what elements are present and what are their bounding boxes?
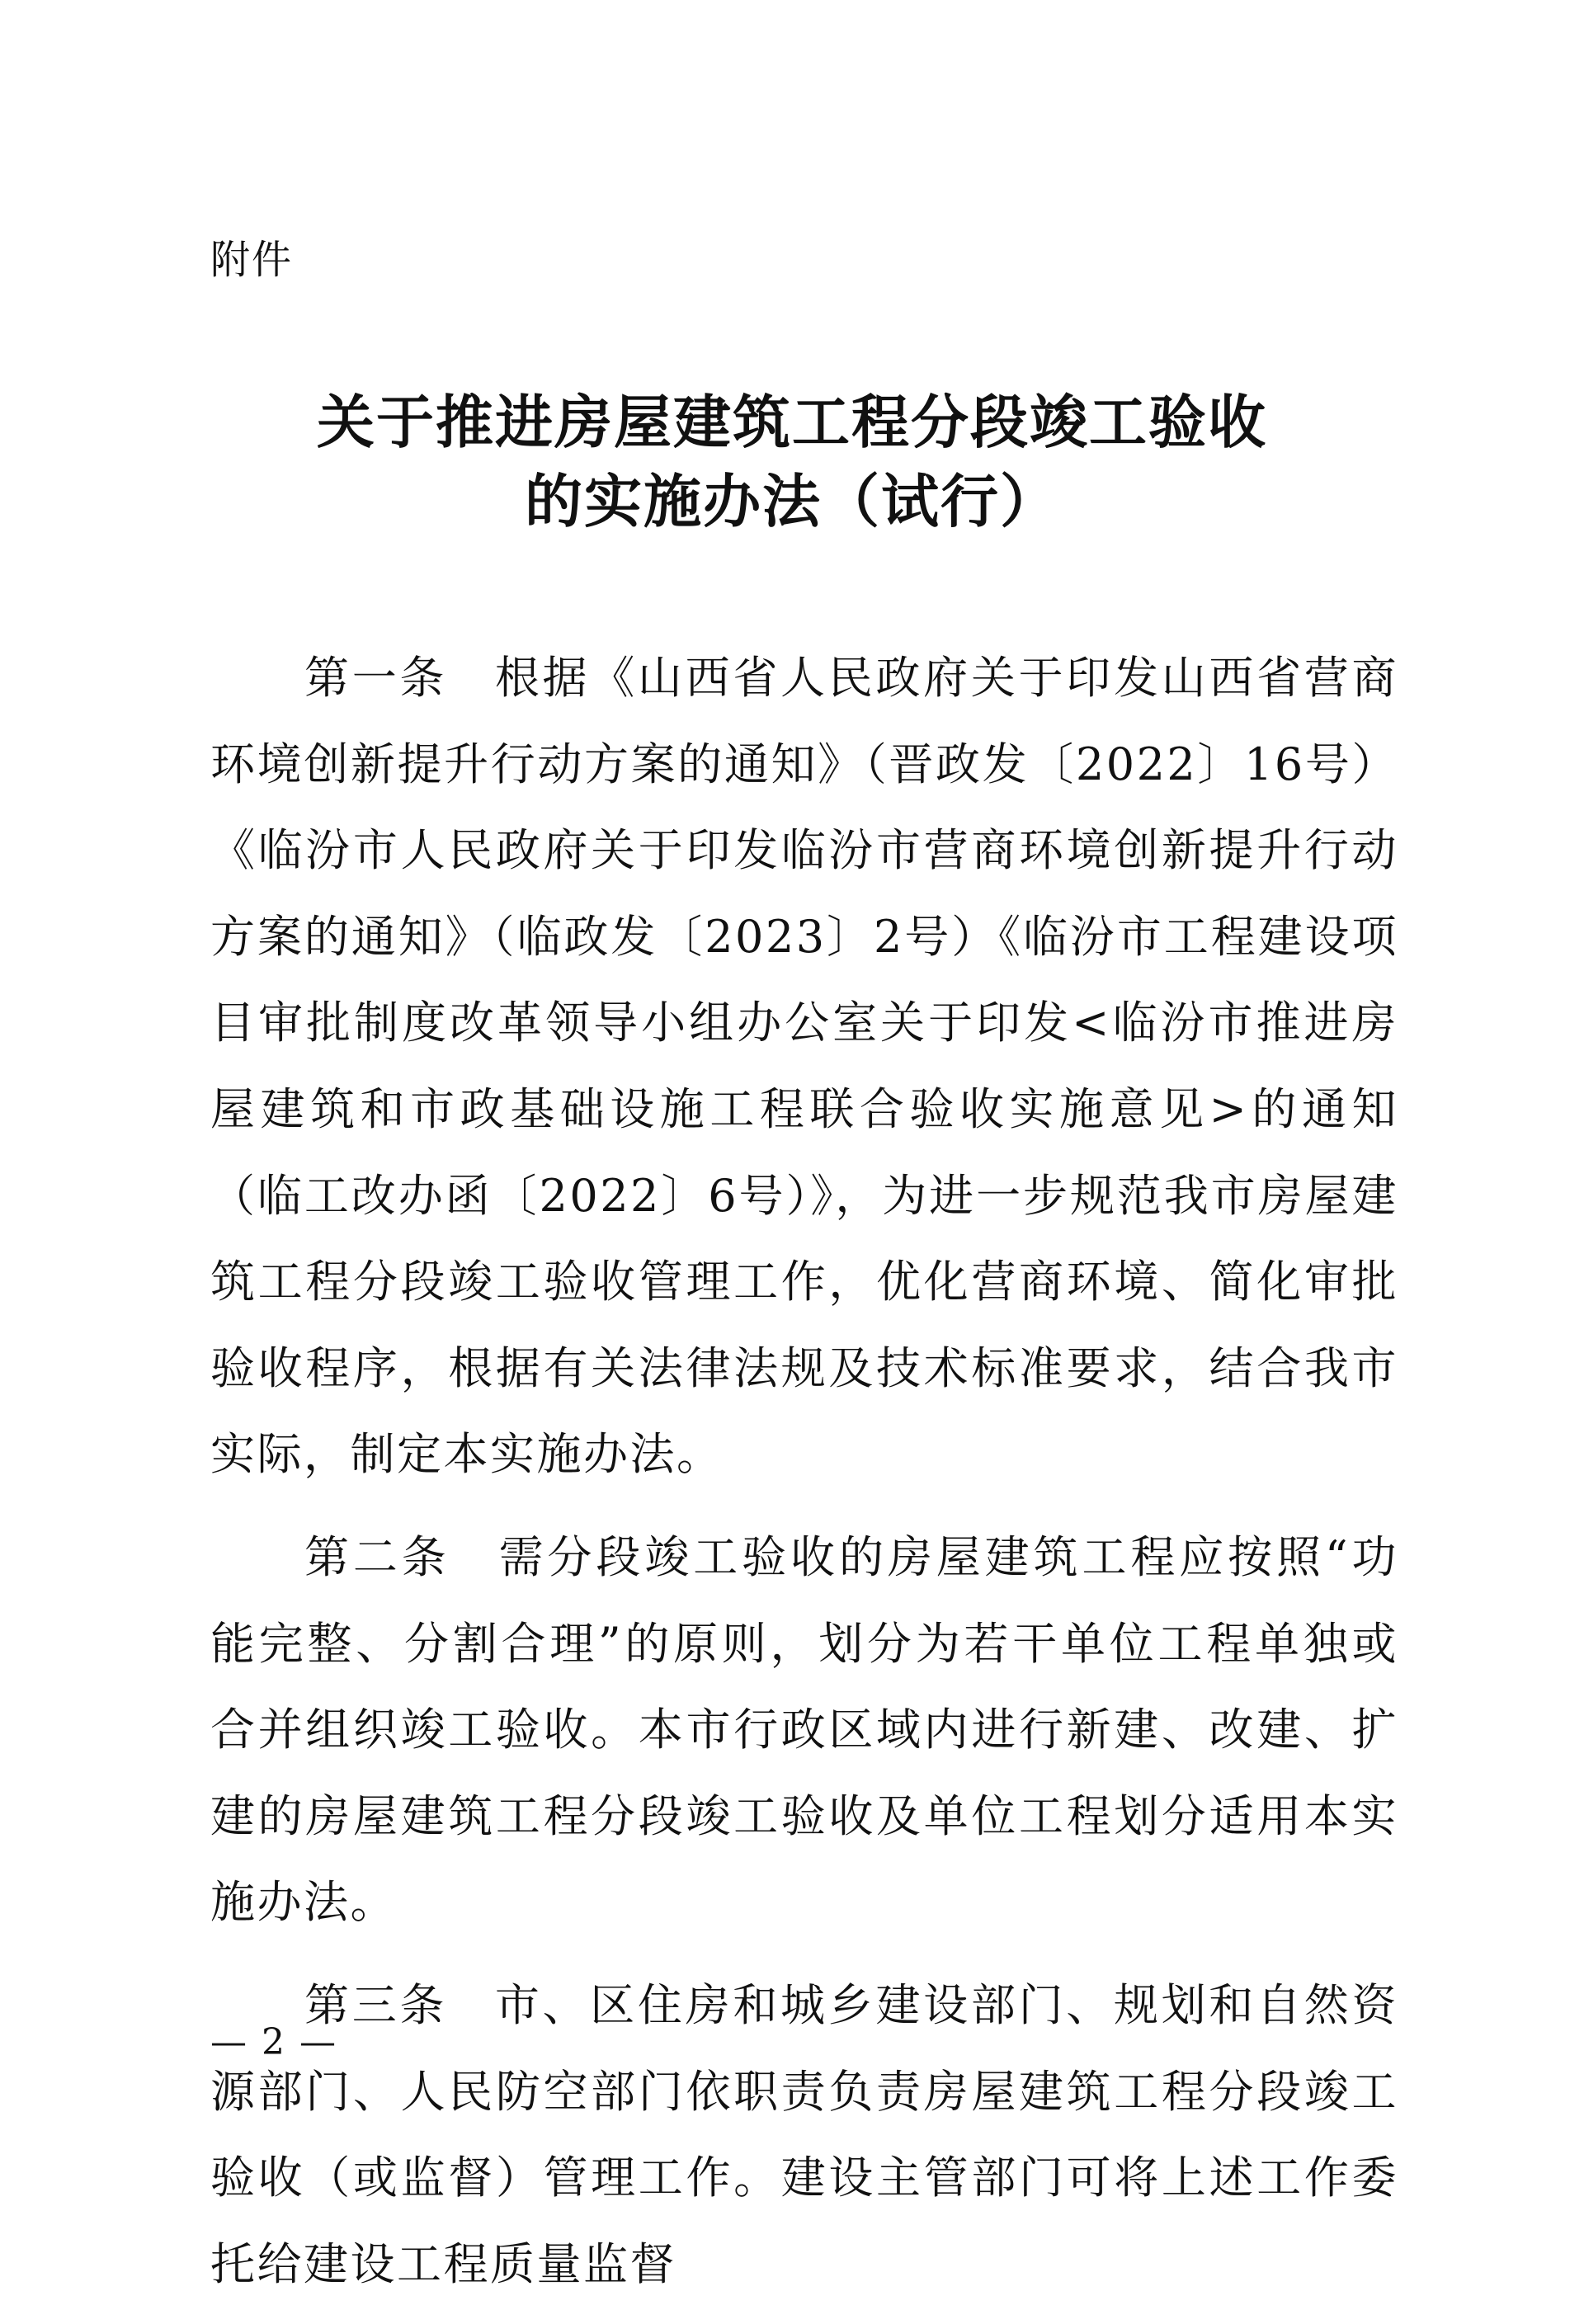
page-number: — 2 — [210, 2021, 337, 2063]
attachment-label: 附件 [210, 237, 294, 283]
article-1-paragraph: 第一条 根据《山西省人民政府关于印发山西省营商环境创新提升行动方案的通知》（晋政发〔2022〕16号）《临汾市人民政府关于印发临汾市营商环境创新提升行动方案的通知》（临政发〔2023〕2号）《临汾市工程建设项目审批制度改革领导小组办公室关于印发<临汾市推进房屋建筑和市政基础设施工程联合验收实施意见>的通知（临工改办函〔2022〕6号）》，为进一步规范我市房屋建筑工程分段竣工验收管理工作，优化营商环境、简化审批验收程序，根据有关法律法规及技术标准要求，结合我市实际，制定本实施办法。 [210, 652, 1398, 1481]
document-title-line-2: 的实施办法（试行） [525, 467, 1059, 535]
document-body [210, 635, 1398, 2324]
article-2-paragraph: 第二条 需分段竣工验收的房屋建筑工程应按照“功能完整、分割合理”的原则，划分为若干单位工程单独或合并组织竣工验收。本市行政区域内进行新建、改建、扩建的房屋建筑工程分段竣工验收及单位工程划分适用本实施办法。 [210, 1530, 1398, 1929]
article-3-paragraph: 第三条 市、区住房和城乡建设部门、规划和自然资源部门、人民防空部门依职责负责房屋建筑工程分段竣工验收（或监督）管理工作。建设主管部门可将上述工作委托给建设工程质量监督 [210, 1978, 1398, 2290]
document-title-line-1: 关于推进房屋建筑工程分段竣工验收 [317, 388, 1267, 456]
